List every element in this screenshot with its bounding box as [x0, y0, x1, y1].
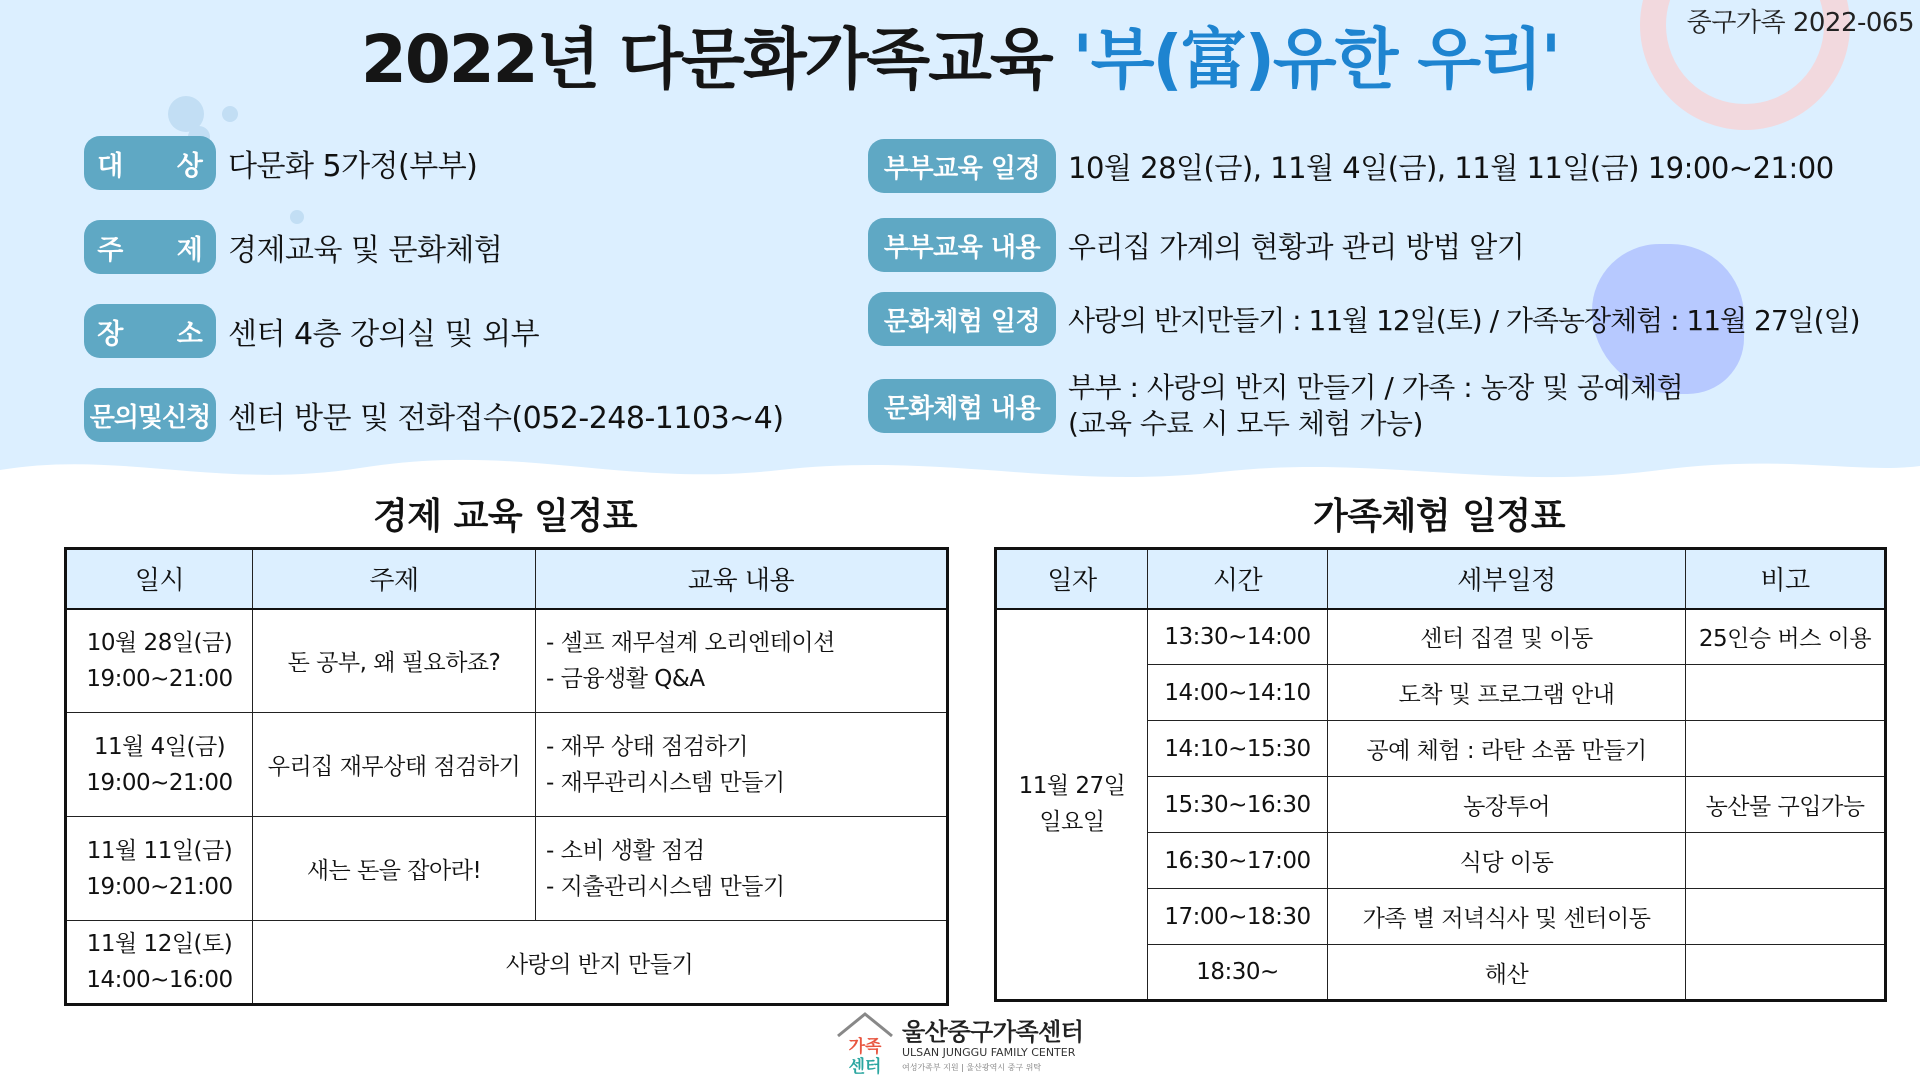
- column-header: 세부일정: [1328, 549, 1686, 609]
- info-label: 문화체험 일정: [868, 292, 1056, 346]
- date-text: 11월 4일(금): [93, 733, 226, 760]
- title-main: 2022년 다문화가족교육: [360, 21, 1052, 98]
- info-couple-schedule: [868, 139, 1834, 193]
- topic-cell: 우리집 재무상태 점검하기: [253, 713, 536, 817]
- date-cell: [66, 609, 253, 713]
- content-line: - 셀프 재무설계 오리엔테이션: [546, 629, 835, 656]
- time-cell: 13:30~14:00: [1148, 609, 1328, 665]
- table-row: [66, 713, 948, 817]
- time-cell: 14:00~14:10: [1148, 665, 1328, 721]
- house-logo-icon: [834, 1010, 896, 1076]
- family-schedule-table: [994, 547, 1887, 1002]
- content-line: - 소비 생활 점검: [546, 837, 705, 864]
- info-value-line: (교육 수료 시 모두 체험 가능): [1068, 407, 1423, 440]
- topic-cell: 돈 공부, 왜 필요하죠?: [253, 609, 536, 713]
- info-target: [84, 136, 477, 190]
- info-value: 다문화 5가정(부부): [228, 149, 478, 184]
- info-value-line: 부부 : 사랑의 반지 만들기 / 가족 : 농장 및 공예체험: [1068, 371, 1684, 404]
- content-line: - 재무관리시스템 만들기: [546, 769, 785, 796]
- note-cell: 25인승 버스 이용: [1686, 609, 1886, 665]
- decorative-dot: [222, 106, 238, 122]
- time-cell: 15:30~16:30: [1148, 777, 1328, 833]
- info-value: 사랑의 반지만들기 : 11월 12일(토) / 가족농장체험 : 11월 27일(일): [1068, 304, 1860, 337]
- info-value: 10월 28일(금), 11월 4일(금), 11월 11일(금) 19:00~21:00: [1068, 150, 1834, 185]
- detail-cell: 공예 체험 : 라탄 소품 만들기: [1328, 721, 1686, 777]
- date-text: 11월 12일(토): [86, 931, 233, 957]
- date-cell: [66, 921, 253, 1005]
- weekday-text: 일요일: [1039, 809, 1105, 836]
- column-header: 시간: [1148, 549, 1328, 609]
- info-label: 부부교육 일정: [868, 139, 1056, 193]
- edu-schedule-table: [64, 547, 949, 1006]
- content-cell: [536, 713, 948, 817]
- column-header: 일시: [66, 549, 253, 609]
- table-header-row: [66, 549, 948, 609]
- time-cell: 14:10~15:30: [1148, 721, 1328, 777]
- info-value: 센터 4층 강의실 및 외부: [228, 317, 540, 352]
- info-label: 장 소: [84, 304, 216, 358]
- page-title: [0, 6, 1920, 101]
- info-label: 부부교육 내용: [868, 218, 1056, 272]
- logo-english: ULSAN JUNGGU FAMILY CENTER: [902, 1046, 1076, 1059]
- topic-cell: 새는 돈을 잡아라!: [253, 817, 536, 921]
- date-cell: [66, 817, 253, 921]
- note-cell: 농산물 구입가능: [1686, 777, 1886, 833]
- date-cell: [66, 713, 253, 817]
- detail-cell: 해산: [1328, 945, 1686, 1001]
- topic-cell: 사랑의 반지 만들기: [253, 921, 948, 1005]
- content-line: - 금융생활 Q&A: [546, 665, 705, 692]
- time-text: 14:00~16:00: [86, 967, 233, 993]
- info-label: 주 제: [84, 220, 216, 274]
- time-text: 19:00~21:00: [86, 665, 233, 692]
- detail-cell: 가족 별 저녁식사 및 센터이동: [1328, 889, 1686, 945]
- info-value: 우리집 가계의 현황과 관리 방법 알기: [1068, 229, 1525, 264]
- note-cell: [1686, 945, 1886, 1001]
- date-cell: [996, 609, 1148, 1001]
- info-label: 문의및신청: [84, 388, 216, 442]
- table-row: [66, 609, 948, 713]
- note-cell: [1686, 889, 1886, 945]
- info-value: [1068, 370, 1683, 442]
- info-contact: [84, 388, 784, 442]
- column-header: 일자: [996, 549, 1148, 609]
- center-logo: [834, 1010, 1094, 1076]
- date-text: 10월 28일(금): [86, 629, 233, 656]
- date-text: 11월 27일: [1018, 773, 1126, 800]
- logo-mark-top: 가족: [848, 1037, 882, 1057]
- table-header-row: [996, 549, 1886, 609]
- info-couple-content: [868, 218, 1524, 272]
- column-header: 비고: [1686, 549, 1886, 609]
- info-place: [84, 304, 539, 358]
- logo-mark-bottom: 센터: [848, 1057, 882, 1076]
- column-header: 교육 내용: [536, 549, 948, 609]
- time-text: 19:00~21:00: [86, 769, 233, 796]
- content-cell: [536, 817, 948, 921]
- note-cell: [1686, 721, 1886, 777]
- time-cell: 16:30~17:00: [1148, 833, 1328, 889]
- time-cell: 17:00~18:30: [1148, 889, 1328, 945]
- title-accent: '부(富)유한 우리': [1072, 21, 1560, 98]
- note-cell: [1686, 665, 1886, 721]
- note-cell: [1686, 833, 1886, 889]
- info-culture-schedule: [868, 292, 1860, 346]
- content-line: - 지출관리시스템 만들기: [546, 873, 785, 900]
- info-topic: [84, 220, 502, 274]
- time-cell: 18:30~: [1148, 945, 1328, 1001]
- info-value: 경제교육 및 문화체험: [228, 233, 503, 268]
- info-culture-content: [868, 371, 1684, 440]
- table-row: [66, 921, 948, 1005]
- edu-table-title: 경제 교육 일정표: [373, 496, 637, 537]
- time-text: 19:00~21:00: [86, 873, 233, 900]
- detail-cell: 농장투어: [1328, 777, 1686, 833]
- fam-table-title: 가족체험 일정표: [1313, 496, 1565, 537]
- table-row: [996, 609, 1886, 665]
- document-serial: 중구가족 2022-065: [1686, 8, 1914, 38]
- date-text: 11월 11일(금): [86, 837, 233, 864]
- detail-cell: 식당 이동: [1328, 833, 1686, 889]
- info-label: 문화체험 내용: [868, 379, 1056, 433]
- detail-cell: 도착 및 프로그램 안내: [1328, 665, 1686, 721]
- logo-name: 울산중구가족센터: [902, 1018, 1084, 1046]
- info-value: 센터 방문 및 전화접수(052-248-1103~4): [228, 401, 784, 436]
- content-line: - 재무 상태 점검하기: [546, 733, 748, 760]
- logo-subtext: 여성가족부 지원 | 울산광역시 중구 위탁: [902, 1063, 1042, 1072]
- content-cell: [536, 609, 948, 713]
- table-row: [66, 817, 948, 921]
- detail-cell: 센터 집결 및 이동: [1328, 609, 1686, 665]
- info-label: 대 상: [84, 136, 216, 190]
- column-header: 주제: [253, 549, 536, 609]
